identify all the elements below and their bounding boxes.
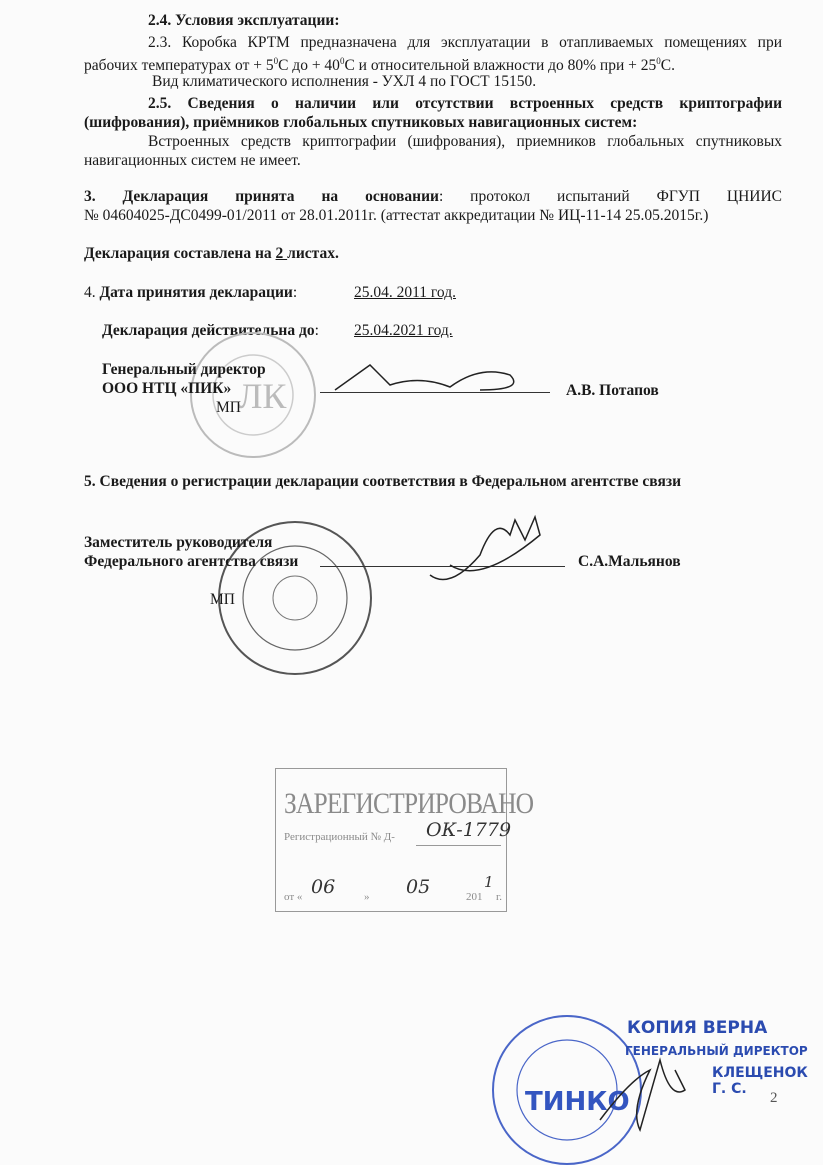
reg-from: от « [284,891,303,903]
section-2-3-line2: рабочих температурах от + $5^0С$ до + $40^0С$ и относительной влажности до 80% при + $25^0С$. [84,56,675,75]
dep-org: Федерального агентства связи [84,553,299,570]
section-2-5-line1: 2.5. Сведения о наличии или отсутствии встроенных средств криптографии [148,95,782,112]
gd-org: ООО НТЦ «ПИК» [102,380,232,397]
dep-title: Заместитель руководителя [84,534,273,551]
registration-stamp [275,768,534,912]
reg-title: ЗАРЕГИСТРИРОВАНО [284,787,534,820]
section-2-5-line2: (шифрования), приёмников глобальных спутниковых навигационных систем: [84,114,638,131]
mp-1: МП [216,399,241,416]
reg-day: 06 [311,876,336,898]
gd-title: Генеральный директор [102,361,266,378]
section-3-line2: № 04604025-ДС0499-01/2011 от 28.01.2011г. (аттестат аккредитации № ИЦ-11-14 25.05.2015г.) [84,207,709,224]
reg-month: 05 [406,876,431,898]
section-5: 5. Сведения о регистрации декларации соответствия в Федеральном агентстве связи [84,473,682,490]
reg-year-prefix: 201 [466,891,483,903]
reg-year-digit: 1 [484,873,494,891]
copy-name: КЛЕЩЕНОК Г. С. [712,1065,808,1097]
reg-num-label: Регистрационный № Д- [284,831,395,843]
sheets-line: Декларация составлена на 2 листах. [84,245,339,262]
reg-g: г. [496,891,503,903]
section-2-3-line1: 2.3. Коробка КРТМ предназначена для эксплуатации в отапливаемых помещениях при [148,34,782,51]
gd-name: А.В. Потапов [566,382,659,399]
mp-2: МП [210,591,235,608]
section-2-5-body1: Встроенных средств криптографии (шифрования), приемников глобальных спутниковых [148,133,782,150]
gd-signature [330,345,530,405]
section-2-5-body2: навигационных систем не имеет. [84,152,301,169]
copy-certified: КОПИЯ ВЕРНА [627,1018,768,1038]
section-4-date: 4. Дата принятия декларации: 25.04. 2011 год. [84,284,456,301]
section-3-line1: 3. Декларация принята на основании: протокол испытаний ФГУП ЦНИИС [84,188,782,205]
dep-name: С.А.Мальянов [578,553,681,570]
valid-until: Декларация действительна до: 25.04.2021 год. [102,322,453,339]
page-number: 2 [770,1090,778,1106]
climate-line: Вид климатического исполнения - УХЛ 4 по ГОСТ 15150. [152,73,537,90]
copy-position: ГЕНЕРАЛЬНЫЙ ДИРЕКТОР [625,1044,808,1058]
reg-quote: » [364,891,370,903]
copy-signature [590,1040,700,1140]
reg-num: ОК-1779 [426,819,512,841]
section-2-4-title: 2.4. Условия эксплуатации: [148,12,340,29]
dep-signature [420,505,560,595]
svg-text:ТИНКО: ТИНКО [525,1087,630,1117]
svg-text:ЛК: ЛК [238,376,287,416]
